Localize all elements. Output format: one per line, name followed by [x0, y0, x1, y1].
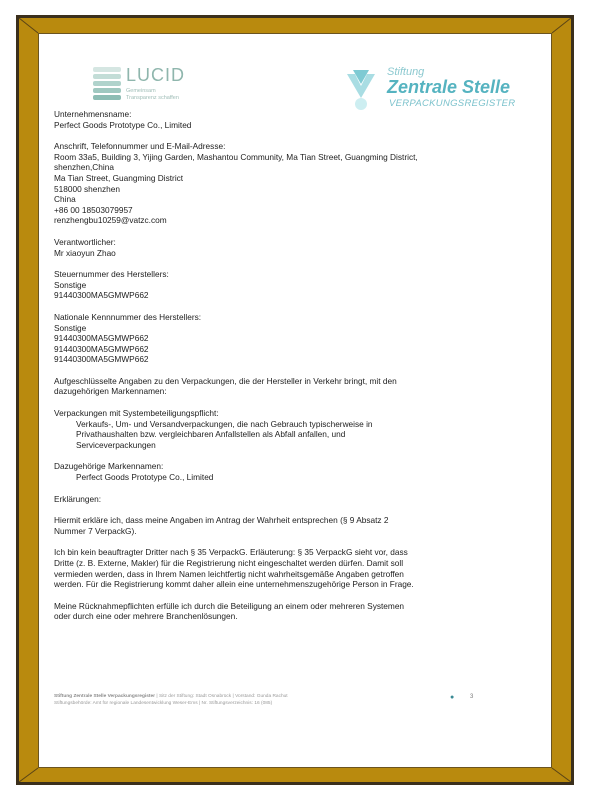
company-value: Perfect Goods Prototype Co., Limited [54, 119, 192, 130]
declaration-paragraph-1 [54, 515, 484, 536]
tax-section [54, 269, 484, 301]
tax-line: Sonstige [54, 279, 87, 290]
national-line: 91440300MA5GMWP662 [54, 333, 149, 344]
brand-label: Dazugehörige Markennamen: [54, 461, 164, 472]
address-line: shenzhen,China [54, 162, 114, 173]
company-section [54, 109, 484, 130]
declaration-line: Ich bin kein beauftragter Dritter nach § 35 VerpackG. Erläuterung: § 35 VerpackG sieht vor, dass [54, 547, 408, 558]
document-content [54, 109, 484, 633]
system-line: Serviceverpackungen [76, 439, 156, 450]
zs-subtitle: VERPACKUNGSREGISTER [389, 98, 516, 109]
address-line: Room 33a5, Building 3, Yijing Garden, Mashantou Community, Ma Tian Street, Guangming District, [54, 151, 418, 162]
declaration-line: vermieden werden, dass in Ihrem Namen leichtfertig nicht wahrheitsgemäße Angaben getroffen [54, 568, 404, 579]
footer-org-name: Stiftung Zentrale Stelle Verpackungsregister [54, 694, 156, 699]
national-id-section [54, 312, 484, 365]
address-line: Ma Tian Street, Guangming District [54, 172, 184, 183]
packaging-intro-line: dazugehörigen Markennamen: [54, 386, 167, 397]
responsible-section [54, 237, 484, 258]
national-line: 91440300MA5GMWP662 [54, 354, 149, 365]
lucid-wordmark: LUCID [126, 65, 186, 85]
footer-line-1-rest: | Sitz der Stiftung: Stadt Osnabrück | Vorstand: Gunda Rachut [155, 694, 288, 699]
system-description [54, 419, 484, 451]
address-section [54, 141, 484, 226]
declarations-label: Erklärungen: [54, 493, 102, 504]
tax-line: 91440300MA5GMWP662 [54, 290, 149, 301]
lucid-tagline-1: Gemeinsam [126, 88, 156, 94]
footer-dot-icon: ● [450, 694, 455, 701]
phone-line: +86 00 18503079957 [54, 204, 133, 215]
zs-main-title: Zentrale Stelle [387, 77, 511, 97]
national-line: Sonstige [54, 322, 87, 333]
system-line: Privathaushalten bzw. vergleichbaren Anfallstellen als Abfall anfallen, und [76, 429, 346, 440]
email-line: renzhengbu10259@vatzc.com [54, 215, 167, 226]
declaration-line: Meine Rücknahmepflichten erfülle ich durch die Beteiligung an einem oder mehreren Systemen [54, 600, 405, 611]
system-label: Verpackungen mit Systembeteiligungspflicht: [54, 408, 219, 419]
lucid-wave-icon [93, 67, 123, 101]
address-label: Anschrift, Telefonnummer und E-Mail-Adresse: [54, 141, 226, 152]
declaration-paragraph-3 [54, 601, 484, 622]
declaration-line: oder durch eine oder mehrere Branchenlösungen. [54, 611, 238, 622]
declaration-line: Nummer 7 VerpackG). [54, 525, 137, 536]
zs-stiftung-label: Stiftung [387, 66, 425, 78]
system-packaging-section [54, 408, 484, 450]
system-line: Verkaufs-, Um- und Versandverpackungen, die nach Gebrauch typischerweise in [76, 418, 373, 429]
national-label: Nationale Kennnummer des Herstellers: [54, 311, 202, 322]
brand-value: Perfect Goods Prototype Co., Limited [76, 472, 214, 483]
page-footer [54, 694, 474, 707]
declaration-line: Dritte (z. B. Externe, Makler) für die Registrierung nicht eingeschaltet werden dürfen. Damit soll [54, 558, 404, 568]
national-line: 91440300MA5GMWP662 [54, 343, 149, 354]
declaration-line: werden. Für die Registrierung kommt daher allein eine unternehmenszugehörige Person in Frage. [54, 579, 414, 590]
declaration-line: Hiermit erkläre ich, dass meine Angaben im Antrag der Wahrheit entsprechen (§ 9 Absatz 2 [54, 515, 389, 526]
declarations-heading [54, 494, 484, 505]
lucid-logo [93, 67, 203, 107]
zentrale-stelle-logo [345, 66, 523, 114]
footer-line-2: Stiftungsbehörde: Amt für regionale Landesentwicklung Weser-Ems | Nr. Stiftungsverzeichnis: 16 (085) [54, 700, 273, 706]
packaging-intro-line: Aufgeschlüsselte Angaben zu den Verpackungen, die der Hersteller in Verkehr bringt, mit den [54, 375, 397, 386]
tax-label: Steuernummer des Herstellers: [54, 269, 169, 280]
responsible-value: Mr xiaoyun Zhao [54, 247, 116, 258]
responsible-label: Verantwortlicher: [54, 236, 116, 247]
company-label: Unternehmensname: [54, 109, 132, 119]
page-number: 3 [470, 694, 474, 700]
lucid-tagline-2: Transparenz schaffen [126, 95, 179, 101]
zentrale-stelle-chevron-icon [345, 68, 385, 114]
declaration-paragraph-2 [54, 547, 484, 589]
brand-section [54, 461, 484, 482]
address-line: 518000 shenzhen [54, 183, 120, 194]
packaging-intro [54, 376, 484, 397]
address-line: China [54, 194, 76, 205]
